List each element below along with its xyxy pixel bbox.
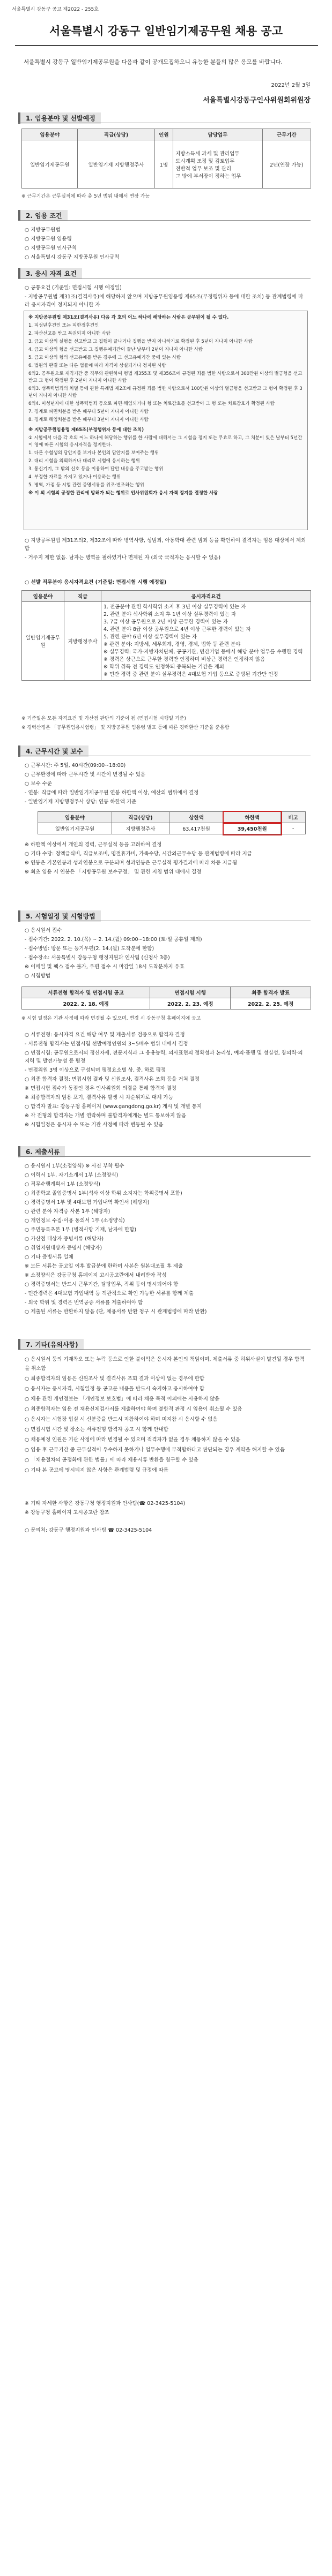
cell-count: 1명 — [154, 140, 173, 189]
cell-period: 2년(연장 가능) — [262, 140, 311, 189]
s5-para: ○ 최종 합격자 결정: 면접시험 결과 및 신원조사, 결격사유 조회 등을 거쳐 결정 — [25, 1076, 200, 1082]
req-item: 5. 관련 분야 6년 이상 실무경력이 있는 자 — [104, 634, 197, 640]
s6-line: ○ 주민등록초본 1부 (병적사항 기재, 남자에 한함) — [25, 1227, 137, 1233]
box-line: 5. 금고 이상의 형의 선고유예를 받은 경우에 그 선고유예기간 중에 있는 사람 — [28, 355, 181, 360]
s6-line: ○ 제출된 서류는 반환하지 않음 (단, 채용서류 반환 청구 시 관계법령에 따라 반환) — [25, 1309, 207, 1315]
s4-lines — [25, 762, 306, 807]
s6-line: ○ 이력서 1부, 자기소개서 1부 (소정양식) — [25, 1172, 119, 1178]
req-item: 3. 7급 이상 공무원으로 2년 이상 근무한 경력이 있는 자 — [104, 619, 228, 625]
cell-sched-3: 2022. 2. 25. 예정 — [231, 998, 311, 1010]
th-count: 인원 — [154, 129, 173, 140]
cell-sched-2: 2022. 2. 23. 예정 — [150, 998, 231, 1010]
requirements-table — [21, 590, 311, 681]
cell-req-grade: 지방행정주사 — [64, 602, 101, 681]
s7-lines — [25, 1355, 306, 1476]
s5-para: ※ 최종합격자의 임용 포기, 결격사유 발생 시 차순위자로 대체 가능 — [25, 1095, 173, 1101]
th-field: 임용분야 — [22, 129, 78, 140]
section-7-header — [18, 1339, 311, 1350]
s5-lines-a — [25, 927, 306, 981]
contact-line: ○ 문의처: 강동구 행정지원과 인사팀 ☎ 02-3425-5104 — [25, 1527, 152, 1533]
cell-req-list — [101, 602, 311, 681]
s5-para: - 면접위원 3명 이상으로 구성되며 평정요소별 상, 중, 하로 평정 — [25, 1067, 166, 1073]
cell-sal-max: 63,417천원 — [169, 823, 223, 834]
s6-line: ○ 응시원서 1부(소정양식) ※ 사진 부착 필수 — [25, 1163, 124, 1169]
s3-intro-block — [25, 284, 306, 310]
s5-line: - 접수기간: 2022. 2. 10.(목) ~ 2. 14.(월) 09:00~18:00 (토·일·공휴일 제외) — [25, 937, 202, 943]
s7-line: ○ 채용예정 인원은 기관 사정에 따라 변경될 수 있으며 적격자가 없을 경우 채용하지 않을 수 있음 — [25, 1437, 241, 1443]
section-2-header — [18, 210, 311, 221]
s6-line: ○ 관련 분야 자격증 사본 1부 (해당자) — [25, 1209, 110, 1215]
box-footer: ※ 지방공무원임용령 제65조(부정행위자 등에 대한 조치) — [28, 427, 144, 433]
issuing-organization: 서울특별시강동구인사위원회위원장 — [203, 96, 311, 104]
s5-line: - 접수장소: 서울특별시 강동구청 행정지원과 인사팀 (신청사 3층) — [25, 955, 170, 961]
s6-line: ○ 개인정보 수집·이용 동의서 1부 (소정양식) — [25, 1218, 125, 1224]
section-6-label: 6. 제출서류 — [18, 1146, 65, 1157]
s6-line: ○ 경력증명서는 반드시 근무기간, 담당업무, 직위 등이 명시되어야 함 — [25, 1282, 179, 1287]
s2-item: ○ 지방공무원 임용령 — [25, 236, 72, 242]
notice-number: 서울특별시 강동구 공고 제2022 - 255호 — [12, 7, 99, 12]
box-footer-line: ① 시험에서 다음 각 호의 어느 하나에 해당하는 행위를 한 사람에 대해서는 그 시험을 정지 또는 무효로 하고, 그 처분이 있은 날부터 5년간 이 영에 따른 시험의 응시자격을 정지한다. — [28, 435, 303, 448]
s3-extra2: - 거주지 제한 없음. 남자는 병역을 필하였거나 면제된 자 (외국 국적자는 응시할 수 없음) — [25, 555, 221, 561]
s5-line: ○ 응시원서 접수 — [25, 928, 62, 933]
box-line: 4. 금고 이상의 형을 선고받고 그 집행유예기간이 끝난 날부터 2년이 지나지 아니한 사람 — [28, 347, 203, 352]
req-item: ※ 관련 분야: 지방세, 세무회계, 경영, 경제, 법학 등 관련 분야 — [104, 642, 241, 647]
box-footer-line: 3. 통신기기, 그 밖의 신호 등을 이용하여 답안 내용을 주고받는 행위 — [28, 466, 164, 472]
s6-line: - 외국 학위 및 경력은 번역공증 서류를 제출하여야 함 — [25, 1300, 143, 1306]
section-7-label: 7. 기타(유의사항) — [18, 1339, 84, 1350]
box-tail: ※ 이 외 시험의 공정한 관리에 방해가 되는 행위로 인사위원회가 응시 자격 정지를 결정한 사람 — [28, 491, 218, 496]
s5-line: - 접수방법: 방문 또는 등기우편(2. 14.(월) 도착분에 한함) — [25, 946, 154, 952]
s4-line: ○ 근무환경에 따라 근무시간 및 시간이 변경될 수 있음 — [25, 772, 146, 778]
s6-line: ○ 가산점 대상자 증빙서류 (해당자) — [25, 1236, 104, 1242]
req-item: 1. 전공분야 관련 학사학위 소지 후 3년 이상 실무경력이 있는 자 — [104, 604, 246, 610]
s6-line: ○ 최종학교 졸업증명서 1부(석사 이상 학위 소지자는 학위증명서 포함) — [25, 1191, 182, 1196]
s6-line: ○ 취업지원대상자 증명서 (해당자) — [25, 1245, 102, 1251]
s6-line: ※ 모든 서류는 공고일 이후 발급분에 한하며 사본은 원본대조필 후 제출 — [25, 1263, 183, 1269]
section-6-header — [18, 1146, 311, 1157]
section-1-label: 1. 임용분야 및 선발예정 — [18, 112, 101, 124]
s6-line: ○ 기타 증빙서류 일체 — [25, 1254, 73, 1260]
s6-lines — [25, 1162, 306, 1317]
notice-date: 2022년 2월 3일 — [271, 82, 311, 88]
box-line: 6. 법원의 판결 또는 다른 법률에 따라 자격이 상실되거나 정지된 사람 — [28, 363, 166, 368]
req-item: ※ 경력은 상근으로 근무한 경력만 인정하며 비상근 경력은 인정하지 않음 — [104, 657, 265, 662]
req-item: ※ 학위 취득 전 경력도 인정하되 중복되는 기간은 제외 — [104, 664, 224, 670]
box-line: 7. 징계로 파면처분을 받은 때부터 5년이 지나지 아니한 사람 — [28, 409, 149, 415]
s7-line: ○ 기타 본 공고에 명시되지 않은 사항은 관계법령 및 규정에 따름 — [25, 1467, 168, 1473]
table2-note-2: ※ 경력산정은 「공무원임용시험령」 및 지방공무원 임용령 별표 등에 따른 경력환산 기준을 준용함 — [21, 725, 230, 730]
th-req-grade: 직급 — [64, 591, 101, 602]
s7-footer-1: ※ 기타 자세한 사항은 강동구청 행정지원과 인사팀(☎ 02-3425-5104) — [25, 1501, 186, 1507]
box-line: 6의3. 성폭력범죄의 처벌 등에 관한 특례법 제2조에 규정된 죄를 범한 사람으로서 100만원 이상의 벌금형을 선고받고 그 형이 확정된 후 3년이 지나지 아니한 사람 — [28, 386, 303, 398]
s3-extra-block — [25, 537, 306, 563]
s2-list — [25, 226, 306, 262]
box-line: 1. 피성년후견인 또는 피한정후견인 — [28, 323, 99, 328]
box-line: ※ 지방공무원법 제31조(결격사유) 다음 각 호의 어느 하나에 해당하는 사람은 공무원이 될 수 없다. — [28, 315, 229, 320]
section-5-header — [18, 910, 311, 921]
req-item: ※ 민간 경력 중 관련 분야 실무경력은 4대보험 가입 등으로 증빙된 기간만 인정 — [104, 672, 278, 677]
box-line: 6의4. 미성년자에 대한 성폭력범죄 등으로 파면·해임되거나 형 또는 치료감호를 선고받아 그 형 또는 치료감호가 확정된 사람 — [28, 401, 275, 406]
s3-extra: ○ 지방공무원법 제31조의2, 제32조에 따라 병역사항, 성범죄, 아동학대 관련 범죄 등을 확인하여 결격자는 임용 대상에서 제외함 — [25, 538, 306, 552]
box-footer-line: 5. 병역, 가점 등 시험 관련 증명서류를 위조·변조하는 행위 — [28, 483, 144, 488]
th-grade: 직급(상당) — [78, 129, 154, 140]
s5-para: - 서류전형 합격자는 면접시험 선발예정인원의 3~5배수 범위 내에서 결정 — [25, 1041, 188, 1047]
s7-line: ○ 응시자는 시험장 입실 시 신분증을 반드시 지참하여야 하며 미지참 시 응시할 수 없음 — [25, 1417, 218, 1422]
s5-para: ※ 각 전형의 합격자는 개별 연락하며 불합격자에게는 별도 통보하지 않음 — [25, 1113, 187, 1119]
s7-line: ○ 면접시험 시간 및 장소는 서류전형 합격자 공고 시 함께 안내함 — [25, 1427, 168, 1433]
box-line: 8. 징계로 해임처분을 받은 때부터 3년이 지나지 아니한 사람 — [28, 417, 149, 423]
s6-line: ○ 경력증명서 1부 및 4대보험 가입내역 확인서 (해당자) — [25, 1200, 150, 1206]
cell-sal-remark: - — [281, 823, 306, 834]
s7-footer — [25, 1500, 306, 1518]
s5-para: ○ 합격자 발표: 강동구청 홈페이지 (www.gangdong.go.kr) 게시 및 개별 통지 — [25, 1104, 202, 1110]
s5-para: ※ 면접시험 점수가 동점인 경우 인사위원회 의결을 통해 합격자 결정 — [25, 1086, 176, 1091]
positions-table — [21, 129, 311, 189]
s5-line: ○ 시험방법 — [25, 973, 51, 979]
cell-field: 일반임기제공무원 — [22, 140, 78, 189]
s7-line: ○ 최종합격자는 임용 전 채용신체검사서를 제출하여야 하며 불합격 판정 시 임용이 취소될 수 있음 — [25, 1406, 242, 1412]
th-sal-max: 상한액 — [169, 812, 223, 823]
page-title: 서울특별시 강동구 일반임기제공무원 채용 공고 — [49, 25, 283, 37]
table2-note-1: ※ 기준일은 모든 자격요건 및 가산점 판단의 기준이 됨 (면접시험 시행일 기준) — [21, 716, 186, 721]
s7-line: ○ 응시자는 응시자격, 시험일정 등 공고문 내용을 반드시 숙지하고 응시하여야 함 — [25, 1386, 205, 1392]
section-4-header — [18, 745, 311, 756]
s7-line: ○ 최종합격자의 임용은 신원조사 및 결격사유 조회 결과 이상이 없는 경우에 한함 — [25, 1376, 205, 1382]
s6-line: ○ 직무수행계획서 1부 (소정양식) — [25, 1181, 100, 1187]
box-footer-line: 4. 부정한 자료를 가지고 있거나 이용하는 행위 — [28, 474, 121, 480]
s7-line: ○ 임용 후 근무기간 중 근무실적이 우수하지 못하거나 업무수행에 부적합하다고 판단되는 경우 계약을 해지할 수 있음 — [25, 1447, 285, 1453]
title-rule — [15, 45, 318, 46]
section-4-label: 4. 근무시간 및 보수 — [18, 745, 88, 757]
s5-lines-b — [25, 1031, 306, 1130]
table1-note: ※ 근무기간은 근무실적에 따라 총 5년 범위 내에서 연장 가능 — [21, 194, 150, 199]
disqualification-box — [24, 311, 308, 530]
s4-after-line: ○ 기타 수당: 정액급식비, 직급보조비, 명절휴가비, 가족수당, 시간외근무수당 등 관계법령에 따라 지급 — [25, 851, 252, 857]
box-line: 6의2. 공무원으로 재직기간 중 직무와 관련하여 형법 제355조 및 제356조에 규정된 죄를 범한 사람으로서 300만원 이상의 벌금형을 선고받고 그 형이 확정된 후 2년이 지나지 아니한 사람 — [28, 371, 303, 383]
s4-after-line: ※ 연봉은 기본연봉과 성과연봉으로 구분되며 성과연봉은 근무실적 평가결과에 따라 차등 지급됨 — [25, 860, 238, 866]
s4-after-line: ※ 하한액 이상에서 개인의 경력, 근무실적 등을 고려하여 결정 — [25, 842, 162, 848]
schedule-note: ※ 시험 일정은 기관 사정에 따라 변경될 수 있으며, 변경 시 강동구청 홈페이지에 공고 — [21, 1016, 201, 1021]
s6-line: ※ 소정양식은 강동구청 홈페이지 고시공고란에서 내려받아 작성 — [25, 1272, 167, 1278]
s4-after — [25, 841, 306, 877]
th-req-field: 임용분야 — [22, 591, 64, 602]
s7-footer-2: ※ 강동구청 홈페이지 고시공고란 참조 — [25, 1510, 109, 1516]
section-3-label: 3. 응시 자격 요건 — [18, 268, 82, 279]
cell-sal-min: 39,450천원 — [224, 823, 281, 834]
th-req-reqs: 응시자격요건 — [101, 591, 311, 602]
s3-intro: ○ 공통요건 (기준일: 면접시험 시행 예정일) — [25, 285, 122, 291]
th-duties: 담당업무 — [173, 129, 262, 140]
section-5-label: 5. 시험일정 및 시험방법 — [18, 910, 101, 922]
duty-item: 도시계획 조정 및 검토업무 — [175, 158, 235, 164]
s2-item: ○ 지방공무원법 — [25, 227, 61, 233]
th-sal-remark: 비고 — [281, 812, 306, 823]
s7-line: ○ 「채용절차의 공정화에 관한 법률」에 따라 채용서류 반환을 청구할 수 있음 — [25, 1457, 198, 1463]
s4-after-line: ※ 최초 임용 시 연봉은 「지방공무원 보수규정」 및 관련 지침 범위 내에서 결정 — [25, 869, 202, 875]
box-line: 3. 금고 이상의 실형을 선고받고 그 집행이 끝나거나 집행을 받지 아니하기로 확정된 후 5년이 지나지 아니한 사람 — [28, 339, 253, 344]
box-footer-line: 1. 다른 수험생의 답안지를 보거나 본인의 답안지를 보여주는 행위 — [28, 450, 159, 456]
cell-sched-1: 2022. 2. 18. 예정 — [22, 998, 150, 1010]
th-sal-min: 하한액 — [224, 812, 281, 823]
box-line: 2. 파산선고를 받고 복권되지 아니한 사람 — [28, 331, 110, 336]
s5-para: ○ 면접시험: 공무원으로서의 정신자세, 전문지식과 그 응용능력, 의사표현의 정확성과 논리성, 예의·품행 및 성실성, 창의력·의지력 및 발전가능성 등 평정 — [25, 1050, 303, 1064]
s5-para: ※ 시험일정은 응시자 수 또는 기관 사정에 따라 변동될 수 있음 — [25, 1122, 164, 1128]
s2-item: ○ 서울특별시 강동구 지방공무원 인사규칙 — [25, 254, 120, 260]
req-item: ※ 실무경력: 국가·지방자치단체, 공공기관, 민간기업 등에서 해당 분야 업무를 수행한 경력 — [104, 649, 303, 655]
req-item: 2. 관련 분야 석사학위 소지 후 1년 이상 실무경력이 있는 자 — [104, 612, 237, 617]
cell-sal-field: 일반임기제공무원 — [38, 823, 112, 834]
cell-req-field: 일반임기제공무원 — [22, 602, 64, 681]
s4-line: ○ 보수 수준 — [25, 781, 53, 787]
th-sal-grade: 직급(상당) — [112, 812, 169, 823]
s5-para: ○ 서류전형: 응시자격 요건 해당 여부 및 제출서류 검증으로 합격자 결정 — [25, 1032, 185, 1038]
cell-duties — [173, 140, 262, 189]
cell-sal-grade: 지방행정주사 — [112, 823, 169, 834]
intro-text: 서울특별시 강동구 일반임기제공무원을 다음과 같이 공개모집하오니 유능한 분들의 많은 응모를 바랍니다. — [24, 59, 283, 65]
s4-line: ○ 근무시간: 주 5일, 40시간(09:00~18:00) — [25, 763, 126, 769]
th-sal-field: 임용분야 — [38, 812, 112, 823]
cell-grade: 일반임기제 지방행정주사 — [78, 140, 154, 189]
section-3-header — [18, 268, 311, 278]
table2-title: ○ 선발 직무분야 응시자격요건 (기준일: 면접시험 시행 예정일) — [25, 579, 167, 585]
s7-line: ○ 응시원서 등의 기재착오 또는 누락 등으로 인한 불이익은 응시자 본인의 책임이며, 제출서류 중 허위사실이 발견될 경우 합격을 취소함 — [25, 1357, 305, 1372]
s6-line: - 민간경력은 4대보험 가입내역 등 객관적으로 확인 가능한 서류를 함께 제출 — [25, 1291, 194, 1297]
th-period: 근무기간 — [262, 129, 311, 140]
s5-line: ※ 이메일 및 팩스 접수 불가, 우편 접수 시 마감일 18시 도착분까지 유효 — [25, 964, 185, 970]
req-item: 4. 관련 분야 8급 이상 공무원으로 4년 이상 근무한 경력이 있는 자 — [104, 627, 251, 632]
schedule-table — [21, 986, 311, 1010]
th-sched-1: 서류전형 합격자 및 면접시험 공고 — [22, 987, 150, 998]
s4-line: - 일반임기제 지방행정주사 상당: 연봉 하한액 기준 — [25, 799, 137, 805]
duty-item: 전반적 업무 보조 및 관리 — [175, 165, 232, 172]
th-sched-2: 면접시험 시행 — [150, 987, 231, 998]
duty-item: 그 밖에 부서장이 정하는 업무 — [175, 173, 241, 179]
s7-line: ○ 채용 관련 개인정보는 「개인정보 보호법」에 따라 채용 목적 이외에는 사용하지 않음 — [25, 1396, 220, 1402]
duty-item: 지방소득세 과세 및 관리업무 — [175, 150, 240, 157]
section-2-label: 2. 임용 조건 — [18, 210, 68, 221]
section-1-header — [18, 112, 311, 123]
s2-item: ○ 지방공무원 인사규칙 — [25, 245, 77, 251]
box-footer-line: 2. 대리 시험을 의뢰하거나 대리로 시험에 응시하는 행위 — [28, 458, 140, 464]
s4-line: - 연봉: 직급에 따라 일반임기제공무원 연봉 하한액 이상, 예산의 범위에서 결정 — [25, 790, 199, 796]
th-sched-3: 최종 합격자 발표 — [231, 987, 311, 998]
s3-sub: - 지방공무원법 제31조(결격사유)에 해당하지 않으며 지방공무원임용령 제65조(부정행위자 등에 대한 조치) 등 관계법령에 따라 응시자격이 정지되지 아니한 자 — [25, 294, 304, 308]
salary-table — [38, 811, 306, 834]
